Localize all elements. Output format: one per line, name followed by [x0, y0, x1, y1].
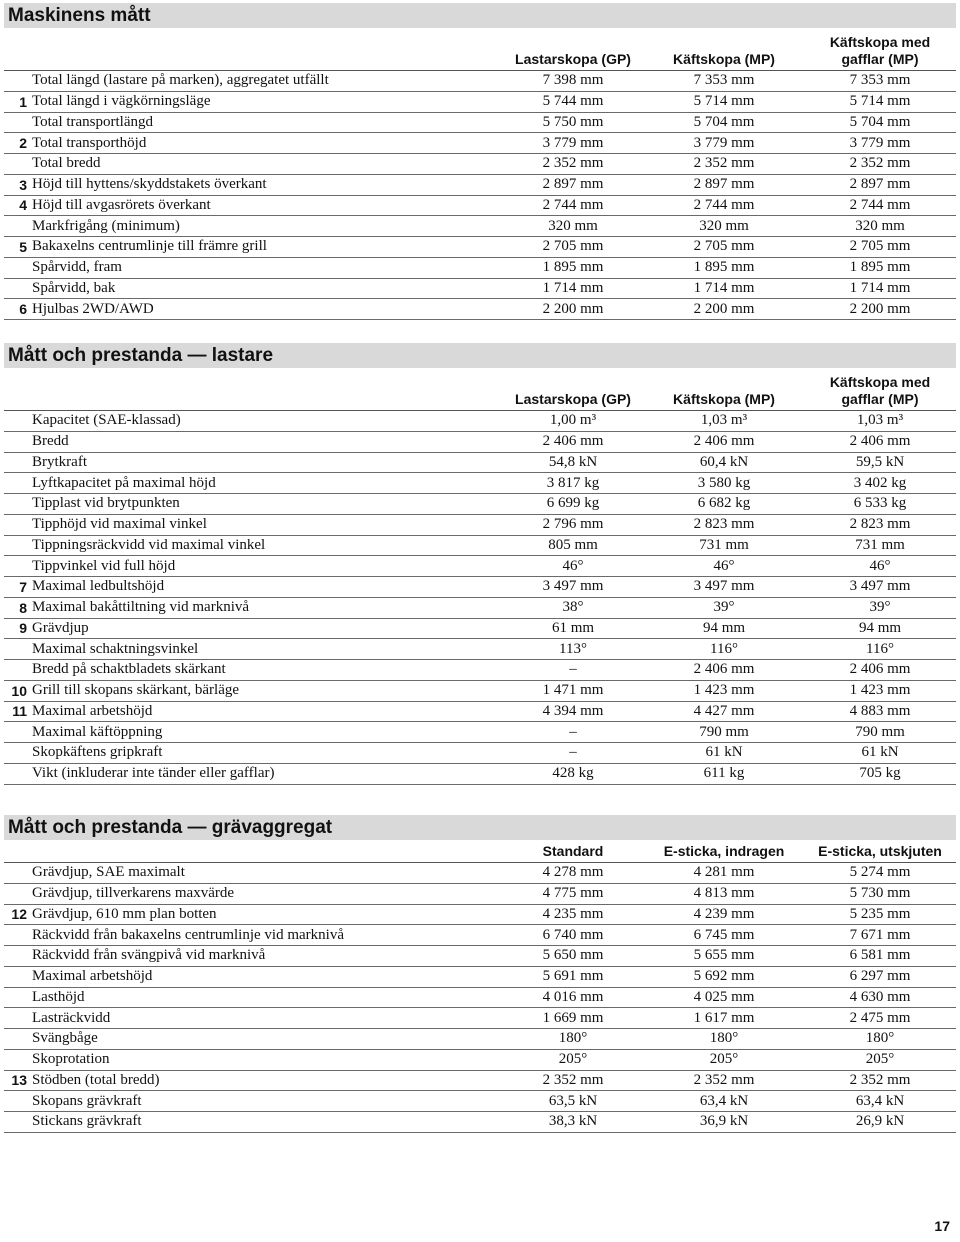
row-label: Total bredd	[32, 155, 101, 172]
page-number: 17	[934, 1218, 950, 1234]
row-value: 2 897 mm	[693, 176, 755, 193]
table-row	[4, 702, 956, 723]
row-value: 1 714 mm	[542, 279, 604, 296]
row-number: 13	[11, 1072, 27, 1089]
row-label: Bredd	[32, 433, 69, 450]
row-label: Tippningsräckvidd vid maximal vinkel	[32, 536, 266, 553]
row-value: 3 817 kg	[546, 474, 600, 491]
section-loader-performance	[4, 343, 956, 785]
row-value: 60,4 kN	[699, 453, 749, 470]
table-row	[4, 237, 956, 258]
table-row	[4, 764, 956, 785]
row-value: 2 406 mm	[693, 433, 755, 450]
row-value: 4 016 mm	[542, 988, 604, 1005]
row-number: 1	[19, 93, 27, 110]
table-row	[4, 196, 956, 217]
table-row	[4, 722, 956, 743]
row-value: 39°	[713, 599, 735, 616]
row-value: 94 mm	[702, 619, 746, 636]
row-value: 4 813 mm	[693, 885, 755, 902]
row-label: Lasthöjd	[32, 988, 85, 1005]
table-row	[4, 863, 956, 884]
row-value: 5 744 mm	[542, 93, 604, 110]
row-label: Lyftkapacitet på maximal höjd	[32, 474, 216, 491]
column-header: Lastarskopa (GP)	[515, 391, 631, 407]
row-value: 4 630 mm	[849, 988, 911, 1005]
table-row	[4, 639, 956, 660]
column-header: Lastarskopa (GP)	[515, 51, 631, 67]
header-num-spacer	[4, 409, 27, 410]
row-value: 7 398 mm	[542, 72, 604, 89]
table-row	[4, 577, 956, 598]
row-value: 63,4 kN	[699, 1092, 749, 1109]
column-header-row	[4, 368, 956, 411]
table-row	[4, 175, 956, 196]
row-value: 2 705 mm	[693, 238, 755, 255]
section-title: Maskinens mått	[4, 3, 956, 28]
table-row	[4, 1008, 956, 1029]
row-value: 6 745 mm	[693, 926, 755, 943]
table-row	[4, 619, 956, 640]
row-value: 1,03 m³	[700, 412, 748, 429]
row-value: 5 750 mm	[542, 113, 604, 130]
row-value: 2 796 mm	[542, 516, 604, 533]
section-backhoe-performance	[4, 815, 956, 1133]
row-value: 2 897 mm	[849, 176, 911, 193]
row-value: 731 mm	[699, 536, 749, 553]
row-value: 2 744 mm	[693, 196, 755, 213]
row-label: Tippvinkel vid full höjd	[32, 557, 176, 574]
header-num-spacer	[4, 69, 27, 70]
row-value: 113°	[559, 640, 587, 657]
row-label: Grill till skopans skärkant, bärläge	[32, 682, 240, 699]
row-value: 5 714 mm	[849, 93, 911, 110]
row-value: 2 823 mm	[693, 516, 755, 533]
table-row	[4, 905, 956, 926]
row-value: 46°	[562, 557, 584, 574]
row-value: 2 406 mm	[849, 661, 911, 678]
row-value: 39°	[869, 599, 891, 616]
row-value: 6 297 mm	[849, 968, 911, 985]
row-label: Spårvidd, bak	[32, 279, 116, 296]
row-value: 205°	[865, 1051, 895, 1068]
row-value: 1 714 mm	[849, 279, 911, 296]
row-value: 4 235 mm	[542, 905, 604, 922]
row-label: Hjulbas 2WD/AWD	[32, 300, 154, 317]
row-value: 1,00 m³	[549, 412, 597, 429]
row-value: 6 699 kg	[546, 495, 600, 512]
row-value: 1 895 mm	[849, 259, 911, 276]
row-value: 116°	[710, 640, 738, 657]
row-value: 36,9 kN	[699, 1113, 749, 1130]
row-label: Skopans grävkraft	[32, 1092, 142, 1109]
row-label: Maximal bakåttiltning vid marknivå	[32, 599, 250, 616]
table-row	[4, 1050, 956, 1071]
row-label: Höjd till hyttens/skyddstakets överkant	[32, 176, 267, 193]
row-value: 3 497 mm	[849, 578, 911, 595]
column-header: E-sticka, utskjuten	[818, 843, 942, 859]
row-number: 5	[19, 238, 27, 255]
row-label: Maximal arbetshöjd	[32, 968, 153, 985]
table-row	[4, 1029, 956, 1050]
row-value: 54,8 kN	[548, 453, 598, 470]
table-row	[4, 743, 956, 764]
row-value: 205°	[709, 1051, 739, 1068]
row-label: Stödben (total bredd)	[32, 1071, 160, 1088]
table-row	[4, 1091, 956, 1112]
row-label: Skopkäftens gripkraft	[32, 744, 163, 761]
row-value: 4 239 mm	[693, 905, 755, 922]
row-value: 180°	[709, 1030, 739, 1047]
row-value: 46°	[869, 557, 891, 574]
row-label: Stickans grävkraft	[32, 1113, 142, 1130]
row-value: 5 714 mm	[693, 93, 755, 110]
row-value: 2 352 mm	[849, 1071, 911, 1088]
column-header: Käftskopa med gafflar (MP)	[829, 374, 931, 407]
row-label: Räckvidd från svängpivå vid marknivå	[32, 947, 266, 964]
row-value: 320 mm	[548, 217, 598, 234]
table-row	[4, 988, 956, 1009]
table-row	[4, 1071, 956, 1092]
table-row	[4, 556, 956, 577]
row-label: Skoprotation	[32, 1051, 110, 1068]
row-value: 2 705 mm	[849, 238, 911, 255]
row-value: 2 352 mm	[542, 155, 604, 172]
row-label: Bakaxelns centrumlinje till främre grill	[32, 238, 267, 255]
row-label: Bredd på schaktbladets skärkant	[32, 661, 226, 678]
row-value: 61 kN	[861, 744, 899, 761]
section-title: Mått och prestanda — grävaggregat	[4, 815, 956, 840]
row-value: 94 mm	[858, 619, 902, 636]
row-value: 63,5 kN	[548, 1092, 598, 1109]
table-row	[4, 154, 956, 175]
row-value: 38,3 kN	[548, 1113, 598, 1130]
row-value: 3 779 mm	[693, 134, 755, 151]
row-value: 61 kN	[705, 744, 743, 761]
table-row	[4, 946, 956, 967]
row-value: 5 704 mm	[849, 113, 911, 130]
row-label: Grävdjup, tillverkarens maxvärde	[32, 885, 235, 902]
row-label: Brytkraft	[32, 453, 87, 470]
row-value: 1 471 mm	[542, 682, 604, 699]
row-value: 805 mm	[548, 536, 598, 553]
table-row	[4, 494, 956, 515]
column-header-row	[4, 28, 956, 71]
row-label: Maximal arbetshöjd	[32, 702, 153, 719]
table-row	[4, 515, 956, 536]
header-num-spacer	[4, 861, 27, 862]
row-value: 5 692 mm	[693, 968, 755, 985]
row-value: 2 823 mm	[849, 516, 911, 533]
row-label: Spårvidd, fram	[32, 259, 122, 276]
row-label: Kapacitet (SAE-klassad)	[32, 412, 181, 429]
row-value: 790 mm	[699, 723, 749, 740]
row-value: 59,5 kN	[855, 453, 905, 470]
table-row	[4, 453, 956, 474]
row-value: 5 274 mm	[849, 864, 911, 881]
column-header: Käftskopa med gafflar (MP)	[829, 34, 931, 67]
table-row	[4, 536, 956, 557]
row-value: 2 200 mm	[542, 300, 604, 317]
row-value: 4 278 mm	[542, 864, 604, 881]
row-value: 2 744 mm	[849, 196, 911, 213]
row-value: 3 497 mm	[542, 578, 604, 595]
row-value: 2 352 mm	[693, 155, 755, 172]
table-row	[4, 71, 956, 92]
row-value: 2 897 mm	[542, 176, 604, 193]
row-value: 46°	[713, 557, 735, 574]
row-value: 4 427 mm	[693, 702, 755, 719]
header-label-spacer	[27, 409, 497, 410]
row-number: 11	[12, 703, 27, 720]
row-label: Räckvidd från bakaxelns centrumlinje vid marknivå	[32, 926, 344, 943]
header-label-spacer	[27, 861, 497, 862]
row-value: 611 kg	[703, 765, 745, 782]
row-value: 6 581 mm	[849, 947, 911, 964]
row-label: Total längd i vägkörningsläge	[32, 93, 211, 110]
row-value: 2 406 mm	[849, 433, 911, 450]
row-value: –	[569, 723, 577, 740]
row-label: Grävdjup	[32, 619, 89, 636]
row-value: 2 352 mm	[542, 1071, 604, 1088]
row-label: Maximal käftöppning	[32, 723, 163, 740]
row-value: 4 775 mm	[542, 885, 604, 902]
row-value: 5 704 mm	[693, 113, 755, 130]
row-number: 12	[11, 906, 27, 923]
row-number: 4	[19, 197, 27, 214]
row-label: Vikt (inkluderar inte tänder eller gafflar)	[32, 765, 275, 782]
row-value: 116°	[866, 640, 894, 657]
table-row	[4, 216, 956, 237]
row-value: 320 mm	[855, 217, 905, 234]
table-row	[4, 473, 956, 494]
row-value: 3 779 mm	[542, 134, 604, 151]
row-label: Maximal ledbultshöjd	[32, 578, 165, 595]
row-value: 1 714 mm	[693, 279, 755, 296]
row-number: 7	[19, 578, 27, 595]
row-value: 1 895 mm	[693, 259, 755, 276]
row-value: 4 883 mm	[849, 702, 911, 719]
row-value: 38°	[562, 599, 584, 616]
row-value: 6 533 kg	[853, 495, 907, 512]
row-number: 6	[19, 301, 27, 318]
row-label: Markfrigång (minimum)	[32, 217, 180, 234]
row-label: Maximal schaktningsvinkel	[32, 640, 199, 657]
row-number: 2	[19, 135, 27, 152]
row-value: 7 671 mm	[849, 926, 911, 943]
table-row	[4, 92, 956, 113]
column-header: Standard	[542, 843, 604, 859]
row-value: 26,9 kN	[855, 1113, 905, 1130]
row-value: 2 352 mm	[849, 155, 911, 172]
row-value: 790 mm	[855, 723, 905, 740]
row-label: Höjd till avgasrörets överkant	[32, 196, 211, 213]
row-value: 1 617 mm	[693, 1009, 755, 1026]
row-value: 180°	[865, 1030, 895, 1047]
table-row	[4, 925, 956, 946]
table-row	[4, 299, 956, 320]
table-row	[4, 411, 956, 432]
row-value: 5 730 mm	[849, 885, 911, 902]
row-label: Total transportlängd	[32, 113, 154, 130]
row-value: 3 779 mm	[849, 134, 911, 151]
row-label: Svängbåge	[32, 1030, 98, 1047]
row-value: 731 mm	[855, 536, 905, 553]
row-label: Tipphöjd vid maximal vinkel	[32, 516, 207, 533]
row-value: 6 740 mm	[542, 926, 604, 943]
row-value: –	[569, 661, 577, 678]
row-label: Total transporthöjd	[32, 134, 147, 151]
row-value: 428 kg	[552, 765, 594, 782]
row-label: Total längd (lastare på marken), aggregatet utfällt	[32, 72, 329, 89]
row-number: 10	[11, 682, 27, 699]
row-value: 1 895 mm	[542, 259, 604, 276]
row-value: 3 402 kg	[853, 474, 907, 491]
row-value: 1 423 mm	[849, 682, 911, 699]
row-value: 1,03 m³	[856, 412, 904, 429]
section-title: Mått och prestanda — lastare	[4, 343, 956, 368]
row-number: 3	[19, 176, 27, 193]
row-label: Lasträckvidd	[32, 1009, 111, 1026]
row-value: 2 200 mm	[849, 300, 911, 317]
row-value: 2 705 mm	[542, 238, 604, 255]
table-row	[4, 967, 956, 988]
row-value: 7 353 mm	[849, 72, 911, 89]
row-number: 8	[19, 599, 27, 616]
row-value: 1 423 mm	[693, 682, 755, 699]
column-header-row	[4, 840, 956, 863]
row-value: 2 744 mm	[542, 196, 604, 213]
table-row	[4, 681, 956, 702]
row-value: 205°	[558, 1051, 588, 1068]
row-value: 1 669 mm	[542, 1009, 604, 1026]
row-value: 5 650 mm	[542, 947, 604, 964]
row-label: Tipplast vid brytpunkten	[32, 495, 180, 512]
row-label: Grävdjup, SAE maximalt	[32, 864, 185, 881]
row-value: 5 691 mm	[542, 968, 604, 985]
row-value: 4 281 mm	[693, 864, 755, 881]
row-number: 9	[19, 620, 27, 637]
row-value: 5 655 mm	[693, 947, 755, 964]
row-value: 6 682 kg	[697, 495, 751, 512]
row-value: 5 235 mm	[849, 905, 911, 922]
table-row	[4, 258, 956, 279]
table-row	[4, 598, 956, 619]
row-value: 2 475 mm	[849, 1009, 911, 1026]
table-row	[4, 432, 956, 453]
column-header: E-sticka, indragen	[663, 843, 785, 859]
row-value: 3 580 kg	[697, 474, 751, 491]
column-header: Käftskopa (MP)	[673, 51, 775, 67]
column-header: Käftskopa (MP)	[673, 391, 775, 407]
section-machine-dimensions	[4, 3, 956, 320]
row-value: 63,4 kN	[855, 1092, 905, 1109]
row-value: 4 394 mm	[542, 702, 604, 719]
table-row	[4, 133, 956, 154]
table-row	[4, 113, 956, 134]
row-value: 2 352 mm	[693, 1071, 755, 1088]
row-label: Grävdjup, 610 mm plan botten	[32, 905, 217, 922]
table-row	[4, 1112, 956, 1133]
row-value: 4 025 mm	[693, 988, 755, 1005]
table-row	[4, 884, 956, 905]
row-value: 2 406 mm	[542, 433, 604, 450]
table-row	[4, 279, 956, 300]
row-value: 705 kg	[859, 765, 901, 782]
table-row	[4, 660, 956, 681]
row-value: –	[569, 744, 577, 761]
header-label-spacer	[27, 69, 497, 70]
row-value: 7 353 mm	[693, 72, 755, 89]
row-value: 61 mm	[551, 619, 595, 636]
row-value: 180°	[558, 1030, 588, 1047]
row-value: 3 497 mm	[693, 578, 755, 595]
row-value: 2 406 mm	[693, 661, 755, 678]
row-value: 320 mm	[699, 217, 749, 234]
row-value: 2 200 mm	[693, 300, 755, 317]
